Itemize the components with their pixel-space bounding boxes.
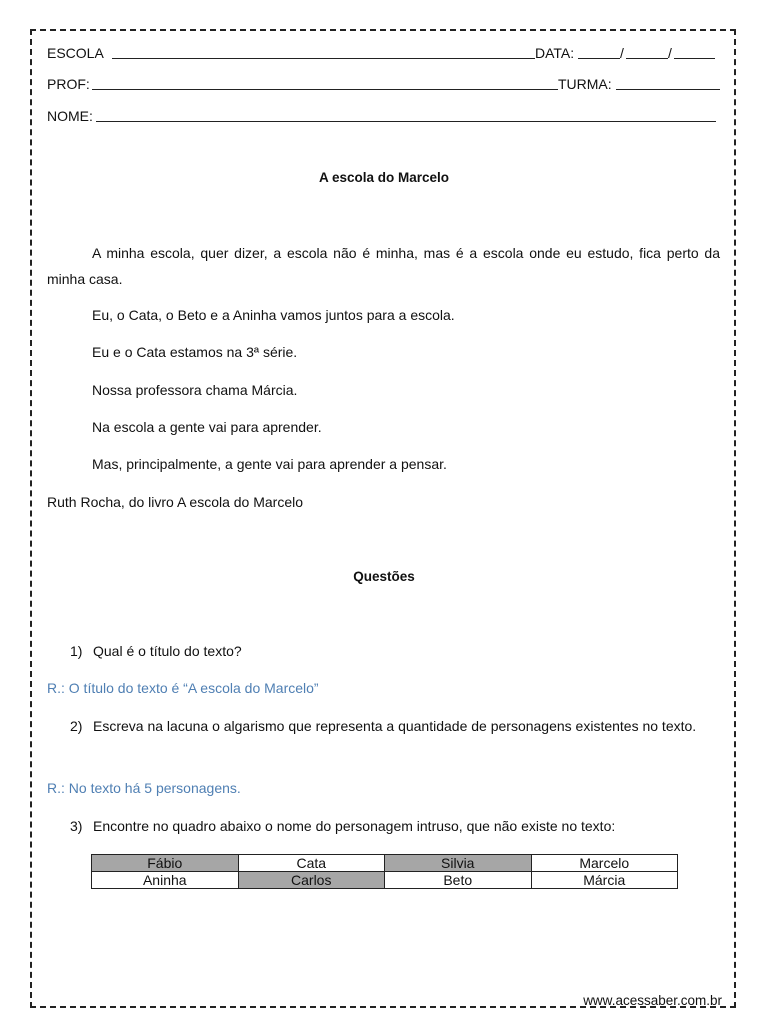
question-text: Encontre no quadro abaixo o nome do personagem intruso, que não existe no texto:: [93, 818, 616, 834]
turma-field[interactable]: [616, 89, 720, 90]
question-number: 1): [70, 643, 83, 659]
question-number: 2): [70, 718, 83, 734]
prof-label: PROF:: [47, 76, 90, 92]
table-row: [92, 872, 678, 889]
paragraph: A minha escola, quer dizer, a escola não é minha, mas é a escola onde eu estudo, fica perto da minha casa.: [47, 245, 720, 287]
table-cell: Fábio: [92, 855, 239, 872]
text-title: A escola do Marcelo: [318, 170, 450, 185]
date-year-field[interactable]: [674, 58, 715, 59]
escola-field[interactable]: [112, 58, 535, 59]
escola-label: ESCOLA: [47, 45, 104, 61]
paragraph: Eu, o Cata, o Beto e a Aninha vamos juntos para a escola.: [92, 307, 455, 323]
table-cell: Márcia: [531, 872, 678, 889]
answer-text: R.: O título do texto é “A escola do Marcelo”: [47, 680, 319, 696]
nome-label: NOME:: [47, 108, 93, 124]
table-cell: Carlos: [238, 872, 385, 889]
turma-label: TURMA:: [558, 76, 612, 92]
date-month-field[interactable]: [626, 58, 668, 59]
table-cell: Silvia: [385, 855, 532, 872]
paragraph: Eu e o Cata estamos na 3ª série.: [92, 344, 298, 360]
table-row: [92, 855, 678, 872]
data-label: DATA:: [535, 45, 575, 61]
paragraph: Na escola a gente vai para aprender.: [92, 419, 322, 435]
date-day-field[interactable]: [578, 58, 620, 59]
question-text: Escreva na lacuna o algarismo que representa a quantidade de personagens existentes no texto.: [93, 718, 697, 734]
questions-title: Questões: [353, 569, 415, 584]
paragraph: Mas, principalmente, a gente vai para aprender a pensar.: [92, 456, 447, 472]
paragraph: Nossa professora chama Márcia.: [92, 382, 298, 398]
footer-site: www.acessaber.com.br: [583, 993, 722, 1008]
nome-field[interactable]: [96, 121, 716, 122]
question-number: 3): [70, 818, 83, 834]
date-separator: /: [668, 45, 672, 61]
table-cell: Aninha: [92, 872, 239, 889]
date-separator: /: [620, 45, 624, 61]
text-author: Ruth Rocha, do livro A escola do Marcelo: [47, 494, 304, 510]
names-table: [91, 854, 678, 889]
prof-field[interactable]: [92, 89, 558, 90]
table-cell: Marcelo: [531, 855, 678, 872]
answer-text: R.: No texto há 5 personagens.: [47, 780, 241, 796]
table-cell: Beto: [385, 872, 532, 889]
question-text: Qual é o título do texto?: [93, 643, 242, 659]
table-cell: Cata: [238, 855, 385, 872]
